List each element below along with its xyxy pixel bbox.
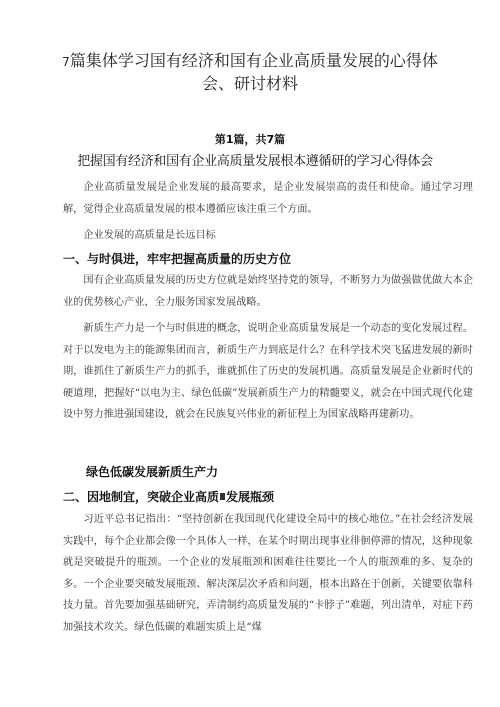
part-label: 第1篇，共7篇 [214,133,286,146]
lead-line: 企业发展的高质量是长远目标 [83,230,216,241]
title-number: 7 [62,55,70,69]
redacted-mark [220,493,225,500]
paragraph-new-productivity: 新质生产力是一个与时俱进的概念，说明企业高质量发展是一个动态的变化发展过程。对于以发电为主的能源集团而言，新质生产力到底是什么？在科学技术突飞猛进发展的新时期，谁抓住了新质生产力的抓手，谁就抓住了历史的发展机遇。高质量发展是企业新时代的硬道理，把握好“以电为主、绿色低碳”发展新质生产力的精髓要义，就会在中国式现代化建设中努力推进强国建设，就会在民族复兴伟业的新征程上为国家战略再建新功。 [63,323,473,421]
paragraph-innovation: 习近平总书记指出：“坚持创新在我国现代化建设全局中的核心地位。”在社会经济发展实践中，每个企业都会像一个具体人一样，在某个时期出现事业徘徊停滞的情况，这种现象就是突破提升的瓶颈。一个企业的发展瓶颈和困难往往要比一个人的瓶颈难的多、复杂的多。一个企业要突破发展瓶颈、解决深层次矛盾和问题，根本出路在于创新，关键要依靠科技力量。首先要加强基础研究，弄清制约高质量发展的“卡脖子”难题，列出清单，对症下药加强技术攻关。绿色低碳的难题实质上是“煤 [63,514,473,633]
title-line-2: 会、研讨材料 [201,74,298,93]
paragraph-historical-position: 国有企业高质量发展的历史方位就是始终坚持党的领导，不断努力为做强做优做大本企业的优势核心产业，全力服务国家发展战略。 [63,275,473,308]
document-title [30,50,470,94]
section-heading-2-part-b: 发展瓶颈 [226,490,275,504]
title-line-1: 篇集体学习国有经济和国有企业高质量发展的心得体 [69,51,438,70]
section-heading-2 [63,488,473,505]
heading-green-low-carbon: 绿色低碳发展新质生产力 [86,465,219,479]
section-heading-1: 一、与时俱进，牢牢把握高质量的历史方位 [63,252,292,266]
section-heading-2-part-a: 二、因地制宜，突破企业高质 [63,490,220,504]
intro-paragraph: 企业高质量发展是企业发展的最高要求，是企业发展崇高的责任和使命。通过学习理解，觉得企业高质量发展的根本遵循应该注重三个方面。 [63,182,473,215]
article-title: 把握国有经济和国有企业高质量发展根本遵循研的学习心得体会 [77,154,433,169]
